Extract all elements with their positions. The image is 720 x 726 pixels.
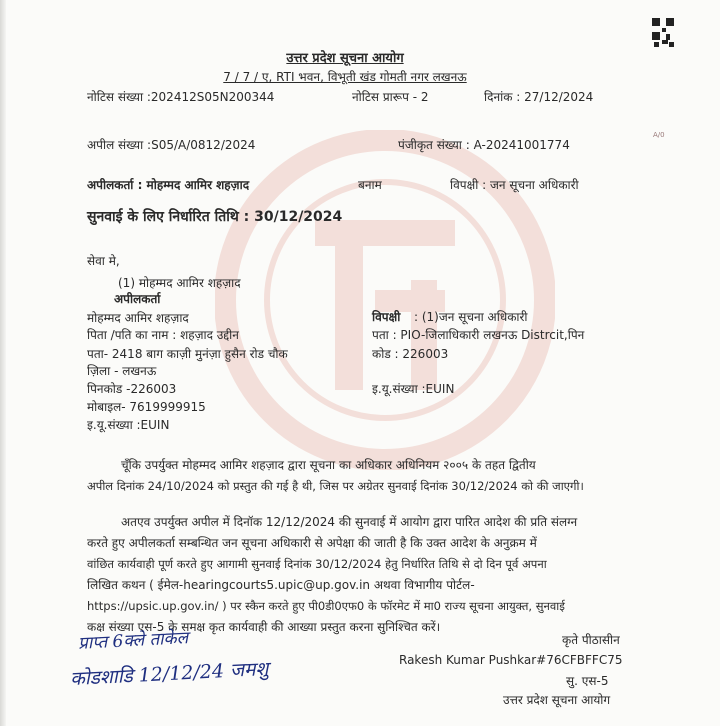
salutation: सेवा मे, [87,254,120,268]
signature-commission: उत्तर प्रदेश सूचना आयोग [503,693,611,707]
notice-format: नोटिस प्रारूप - 2 [352,90,429,104]
appellant-father: पिता /पति का नाम : शहज़ाद उद्दीन [87,328,239,342]
appellant-address: पता- 2418 बाग काज़ी मुनंज़ा हुसैन रोड चौक [87,347,288,361]
handwritten-note-2: कोडशाडि 12/12/24 जमशु [69,657,269,691]
commission-address: 7 / 7 / ए, RTI भवन, विभूती खंड गोमती नगर लखनऊ [223,70,467,84]
signature-name: Rakesh Kumar Pushkar#76CFBFFC75 [399,653,623,667]
respondent-pincode: कोड : 226003 [372,347,449,361]
appellant-mobile: मोबाइल- 7619999915 [87,400,206,414]
appellant-district: ज़िला - लखनऊ [87,364,157,378]
paragraph-1-line-1: चूँकि उपर्युक्त मोहम्मद आमिर शहज़ाद द्वारा सूचना का अधिकार अधिनियम २००५ के तहत द्वितीय [121,458,536,472]
appellant-name: मोहम्मद आमिर शहज़ाद [87,311,189,325]
respondent-euin: इ.यू.संख्या :EUIN [372,382,455,396]
paragraph-1-line-2: अपील दिनांक 24/10/2024 को प्रस्तुत की गई है थी, जिस पर अग्रेतर सुनवाई दिनांक 30/12/2024 को की जाएगी। [87,479,584,493]
handwritten-note-1: प्राप्त 6क्ले ताकेल [77,628,189,654]
appellant-label: अपीलकर्ता [114,292,161,306]
margin-note: A/0 [653,131,665,139]
signature-for-bench: कृते पीठासीन [562,633,620,647]
paragraph-2-line-5: https://upsic.up.gov.in/ ) पर स्कैन करते हुए पी0डी0एफ0 के फॉरमेट में मा0 राज्य सूचना आयुक्त, सुनवाई [87,599,565,613]
paragraph-2-line-6: कक्ष संख्या एस-5 के समक्ष कृत कार्यवाही की आख्या प्रस्तुत करना सुनिश्चित करें। [87,620,441,634]
commission-heading: उत्तर प्रदेश सूचना आयोग [286,51,404,66]
respondent-label: विपक्षी [372,310,401,324]
paragraph-2-line-4: लिखित कथन ( ईमेल-hearingcourts5.upic@up.gov.in अथवा विभागीय पोर्टल- [87,578,475,592]
appellant-pincode: पिनकोड -226003 [87,382,177,396]
paragraph-2-line-3: वांछित कार्यवाही पूर्ण करते हुए आगामी सुनवाई दिनांक 30/12/2024 हेतु निर्धारित तिथि से दो दिन पूर्व अपना [87,557,547,571]
respondent-line: विपक्षी : जन सूचना अधिकारी [450,178,579,192]
registration-number: पंजीकृत संख्या : A-20241001774 [398,138,570,152]
appeal-number: अपील संख्या :S05/A/0812/2024 [87,138,256,152]
respondent-item: : (1)जन सूचना अधिकारी [414,310,528,324]
versus-label: बनाम [358,178,382,192]
notice-number: नोटिस संख्या :202412S05N200344 [87,90,275,104]
notice-date: दिनांक : 27/12/2024 [484,90,594,104]
qr-code-icon [652,18,674,48]
hearing-date: सुनवाई के लिए निर्धारित तिथि : 30/12/2024 [87,209,343,225]
signature-room: सु. एस-5 [566,674,609,688]
paragraph-2-line-1: अतएव उपर्युक्त अपील में दिनॉक 12/12/2024 की सुनवाई में आयोग द्वारा पारित आदेश की प्रति संलग्न [121,515,578,529]
paragraph-2 [87,512,647,638]
paragraph-2-line-2: करते हुए अपीलकर्ता सम्बन्धित जन सूचना अधिकारी से अपेक्षा की जाती है कि उक्त आदेश के अनुक्रम में [87,536,537,550]
paragraph-1 [87,455,647,497]
recipient-item-1: (1) मोहम्मद आमिर शहज़ाद [118,276,241,290]
page-edge-shadow [0,0,6,726]
respondent-address: पता : PIO-जिलाधिकारी लखनऊ Distrcit,पिन [372,328,585,342]
appellant-line: अपीलकर्ता : मोहम्मद आमिर शहज़ाद [87,178,250,192]
appellant-euin: इ.यू.संख्या :EUIN [87,418,170,432]
